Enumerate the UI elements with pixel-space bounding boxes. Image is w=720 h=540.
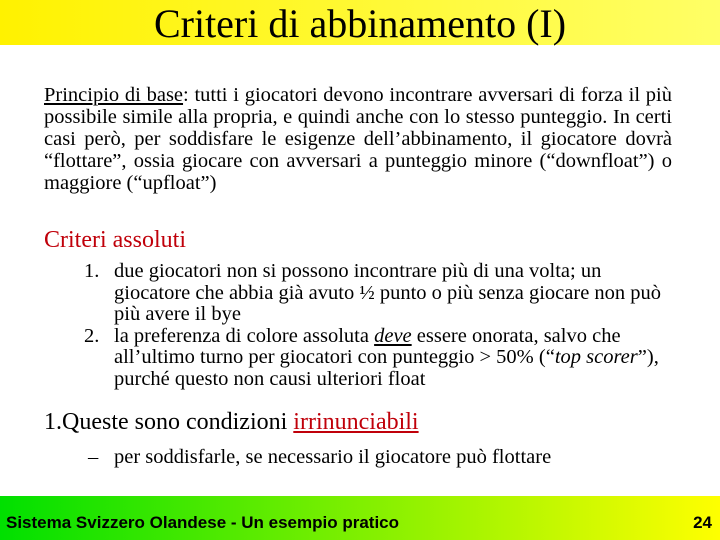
intro-text: : tutti i giocatori devono incontrare avversari di forza il più possibile simile alla propria, e quindi anche con lo stesso punteggio. In certi casi però, per soddisfare le esigenze dell’abbinamento, il giocatore dovrà “flottare”, ossia giocare con avversari a punteggio minore (“downfloat”) o maggiore (“upfloat”) bbox=[44, 84, 672, 194]
list-item-text: due giocatori non si possono incontrare più di una volta; un giocatore che abbia già avuto ½ punto o più senza giocare non può più avere il bye bbox=[114, 260, 662, 325]
list-item-text-pre: la preferenza di colore assoluta bbox=[114, 324, 375, 347]
list-item bbox=[84, 261, 674, 326]
list-item-text-post: ”), purché questo non causi ulteriori float bbox=[114, 346, 659, 390]
list-number: 1. bbox=[84, 260, 100, 282]
slide-title: Criteri di abbinamento (I) bbox=[153, 1, 567, 46]
section-absolute-criteria: Criteri assoluti bbox=[44, 227, 186, 253]
page-number: 24 bbox=[693, 513, 712, 532]
section-conditions bbox=[44, 408, 419, 436]
conditions-number: 1. bbox=[44, 409, 62, 435]
criteria-list bbox=[84, 261, 674, 390]
dash-mark: – bbox=[88, 446, 99, 468]
list-item-text-mid: essere onorata, salvo che all’ultimo turno per giocatori con punteggio > 50% (“ bbox=[114, 324, 621, 368]
list-number: 2. bbox=[84, 324, 100, 347]
footer-title: Sistema Svizzero Olandese - Un esempio pratico bbox=[6, 513, 400, 532]
dash-item bbox=[88, 445, 551, 469]
conditions-text: Queste sono condizioni bbox=[62, 409, 294, 435]
intro-lead: Principio di base bbox=[44, 84, 184, 106]
conditions-keyword: irrinunciabili bbox=[293, 409, 419, 435]
list-item-keyword: deve bbox=[374, 324, 412, 347]
list-item-italic: top scorer bbox=[554, 346, 638, 368]
dash-item-text: per soddisfarle, se necessario il giocatore può flottare bbox=[114, 446, 552, 468]
list-item bbox=[84, 326, 674, 391]
intro-paragraph bbox=[44, 84, 672, 194]
